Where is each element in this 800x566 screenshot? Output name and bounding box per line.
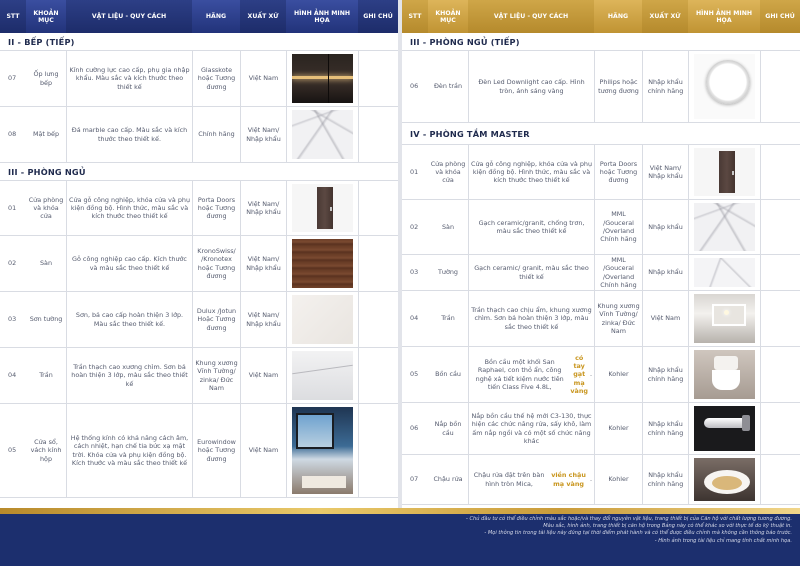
row-material: Nắp bồn cầu thế hệ mới C3-130, thực hiện các chức năng rửa, sấy khô, làm ấm nắp ngồi và có một số chức năng khác [468,403,594,454]
row-material: Kính cường lực cao cấp, phụ gia nhập khẩu. Màu sắc và kích thước theo thiết kế [66,51,192,106]
table-row [402,145,800,200]
row-material [468,455,594,504]
table-row [402,200,800,255]
row-stt: 05 [8,446,17,455]
row-material: Gạch ceramic/granit, chống trơn, màu sắc theo thiết kế [468,200,594,254]
section-title-phong-tam: IV - PHÒNG TẮM MASTER [402,123,800,145]
row-origin: Nhập khẩu chính hãng [642,403,688,454]
row-item: Mặt bếp [32,130,59,139]
row-material: Gạch ceramic/ granit, màu sắc theo thiết kế [468,255,594,290]
section-title-phong-ngu: III - PHÒNG NGỦ [0,163,398,181]
row-origin: Việt Nam [240,404,286,497]
row-image-cell [688,403,760,454]
row-note [358,107,398,162]
ceiling-image [292,351,353,400]
row-material: Sơn, bả cao cấp hoàn thiện 3 lớp. Màu sắc theo thiết kế. [66,292,192,347]
floor-tile-image [694,203,755,251]
row-stt: 02 [8,259,17,268]
table-row [402,291,800,347]
material-text: Chậu rửa đặt trên bàn hình tròn Mica, [473,471,545,488]
row-note [358,51,398,106]
kitchen-backsplash-image [292,54,353,103]
row-note [760,145,800,199]
row-note [760,51,800,122]
footer-note: Màu sắc, hình ảnh, trang thiết bị căn hộ trong Bảng này có thể khác so với thực tế do kỹ thuật in. [543,523,792,530]
row-stt: 03 [410,268,419,277]
toilet-image [694,350,755,399]
row-item: Sàn [441,222,455,231]
table-row [0,51,398,107]
row-image-cell [286,236,358,291]
section-title-phong-ngu-tiep: III - PHÒNG NGỦ (TIẾP) [402,33,800,51]
row-origin: Nhập khẩu chính hãng [642,347,688,402]
row-stt: 04 [8,371,17,380]
gold-highlight: viền chậu mạ vàng [551,471,586,488]
table-header-left [0,0,398,33]
row-origin: Nhập khẩu [642,200,688,254]
row-origin: Việt Nam/ Nhập khẩu [240,292,286,347]
row-stt: 08 [8,130,17,139]
row-item: Trần [441,314,455,323]
row-material: Trần thạch cao xương chìm. Sơn bả hoàn thiện 3 lớp, màu sắc theo thiết kế [66,348,192,403]
table-row [0,348,398,404]
row-origin: Nhập khẩu chính hãng [642,455,688,504]
header-xuat-xu: XUẤT XỨ [642,0,688,33]
window-image [292,407,353,494]
row-item: Chậu rửa [433,475,463,484]
table-row [402,403,800,455]
row-origin: Việt Nam/ Nhập khẩu [240,181,286,235]
table-header-right [402,0,800,33]
row-item: Sàn [39,259,53,268]
header-xuat-xu: XUẤT XỨ [240,0,286,33]
footer-note: - Mọi thông tin trong tài liệu này đúng tại thời điểm phát hành và có thể được điều chỉnh mà không cần thông báo trước. [484,530,792,537]
table-row [0,236,398,292]
footer-notes [232,516,792,545]
door-image [694,148,755,196]
header-hinh-anh: HÌNH ẢNH MINH HỌA [286,0,358,33]
header-hang: HÃNG [192,0,240,33]
table-row [402,51,800,123]
row-item: Cửa phòng và khóa cửa [28,195,64,221]
wall-tile-image [694,258,755,287]
row-note [760,347,800,402]
row-image-cell [688,145,760,199]
row-note [760,455,800,504]
row-item: Ốp lưng bếp [33,70,59,87]
row-origin: Việt Nam [642,291,688,346]
section-title-bep: II - BẾP (TIẾP) [0,33,398,51]
table-row [402,347,800,403]
row-origin: Việt Nam [240,51,286,106]
row-origin: Việt Nam/ Nhập khẩu [240,107,286,162]
table-row [0,292,398,348]
row-image-cell [286,107,358,162]
row-image-cell [688,51,760,122]
left-table [0,0,398,508]
row-material: Gỗ công nghiệp cao cấp. Kích thước và màu sắc theo thiết kế [66,236,192,291]
row-note [358,181,398,235]
wall-paint-image [292,295,353,344]
row-note [358,292,398,347]
header-stt: STT [402,0,428,33]
basin-image [694,458,755,501]
row-origin: Việt Nam/ Nhập khẩu [240,236,286,291]
row-material: Trần thạch cao chịu ẩm, khung xương chìm. Sơn bả hoàn thiện 3 lớp, màu sắc theo thiết kế [468,291,594,346]
header-vat-lieu: VẬT LIỆU - QUY CÁCH [66,0,192,33]
row-brand: Kohler [594,403,642,454]
row-image-cell [688,347,760,402]
table-row [402,455,800,505]
row-item: Nắp bồn cầu [434,420,462,437]
row-item: Tường [438,268,458,277]
header-khoan-muc: KHOẢN MỤC [26,0,66,33]
header-vat-lieu: VẬT LIỆU - QUY CÁCH [468,0,594,33]
toilet-seat-image [694,406,755,451]
material-text-end: . [589,475,592,484]
header-hang: HÃNG [594,0,642,33]
header-stt: STT [0,0,26,33]
downlight-image [694,54,755,119]
row-item: Đèn trần [433,82,463,91]
row-image-cell [286,51,358,106]
row-stt: 02 [410,222,419,231]
row-stt: 06 [410,424,419,433]
footer-note: - Hình ảnh trong tài liệu chỉ mang tính chất minh họa. [654,537,792,544]
row-note [760,200,800,254]
row-note [760,291,800,346]
row-brand: Porta Doors hoặc Tương đương [594,145,642,199]
row-brand: Khung xương Vĩnh Tường/ zinka/ Đức Nam [192,348,240,403]
row-material: Cửa gỗ công nghiệp, khóa cửa và phụ kiện đồng bộ. Hình thức, màu sắc và kích thước theo thiết kế [468,145,594,199]
row-stt: 07 [8,74,17,83]
row-image-cell [688,291,760,346]
row-origin: Nhập khẩu [642,255,688,290]
door-image [292,184,353,232]
row-material [468,347,594,402]
row-stt: 06 [410,82,419,91]
row-material: Cửa gỗ công nghiệp, khóa cửa và phụ kiện đồng bộ. Hình thức, màu sắc và kích thước theo thiết kế [66,181,192,235]
row-image-cell [286,348,358,403]
row-stt: 03 [8,315,17,324]
row-note [760,255,800,290]
marble-image [292,110,353,159]
row-image-cell [688,455,760,504]
row-material: Đèn Led Downlight cao cấp. Hình tròn, ánh sáng vàng [468,51,594,122]
gold-highlight: có tay gạt mạ vàng [570,353,588,395]
row-note [358,236,398,291]
material-text: Bồn cầu một khối San Raphael, con thỏ ẩn, công nghệ xả tiết kiệm nước tiên tiến Class Five 4.8L, [475,357,564,391]
row-material: Hệ thống kính có khả năng cách âm, cách nhiệt, hạn chế tia bức xạ mặt trời. Khóa cửa và phụ kiện đồng bộ. Kích thước và màu sắc theo thiết kế [66,404,192,497]
row-image-cell [286,181,358,235]
row-brand: Kohler [594,347,642,402]
wood-floor-image [292,239,353,288]
row-note [358,348,398,403]
row-item: Trần [39,371,53,380]
row-brand: Glasskote hoặc Tương đương [192,51,240,106]
row-item: Cửa sổ, vách kính hộp [30,438,62,463]
row-brand: Eurowindow hoặc Tương đương [192,404,240,497]
row-stt: 07 [410,475,419,484]
row-origin: Nhập khẩu chính hãng [642,51,688,122]
row-brand: Khung xương Vĩnh Tường/ zinka/ Đức Nam [594,291,642,346]
row-stt: 01 [410,167,419,176]
row-brand: Porta Doors hoặc Tương đương [192,181,240,235]
table-row [0,181,398,236]
header-ghi-chu: GHI CHÚ [760,0,800,33]
header-khoan-muc: KHOẢN MỤC [428,0,468,33]
row-stt: 05 [410,370,419,379]
row-brand: KronoSwiss/ /Kronotex hoặc Tương đương [192,236,240,291]
material-text-end: . [589,370,592,379]
row-image-cell [688,255,760,290]
row-note [358,404,398,497]
header-hinh-anh: HÌNH ẢNH MINH HỌA [688,0,760,33]
row-image-cell [286,404,358,497]
row-image-cell [286,292,358,347]
table-row [0,404,398,498]
right-table [402,0,800,508]
row-item: Bồn cầu [435,370,461,379]
row-item: Cửa phòng và khóa cửa [430,159,466,185]
row-brand: MML /Gouceral /Overland Chính hãng [594,200,642,254]
bathroom-ceiling-image [694,294,755,343]
row-material: Đá marble cao cấp. Màu sắc và kích thước theo thiết kế. [66,107,192,162]
row-stt: 01 [8,203,17,212]
gold-band [0,508,800,514]
row-image-cell [688,200,760,254]
row-note [760,403,800,454]
row-stt: 04 [410,314,419,323]
row-brand: Kohler [594,455,642,504]
row-brand: Philips hoặc tương đương [594,51,642,122]
footer-note: - Chủ đầu tư có thể điều chỉnh màu sắc hoặc/và thay đổi nguyên vật liệu, trang thiết bị của Căn hộ với chất lượng tương đương. [466,516,792,522]
header-ghi-chu: GHI CHÚ [358,0,398,33]
row-brand: Chính hãng [192,107,240,162]
table-row [0,107,398,163]
row-brand: MML /Gouceral /Overland Chính hãng [594,255,642,290]
row-origin: Việt Nam [240,348,286,403]
row-item: Sơn tường [29,315,63,324]
row-origin: Việt Nam/ Nhập khẩu [642,145,688,199]
table-row [402,255,800,291]
row-brand: Dulux /Jotun Hoặc Tương đương [192,292,240,347]
